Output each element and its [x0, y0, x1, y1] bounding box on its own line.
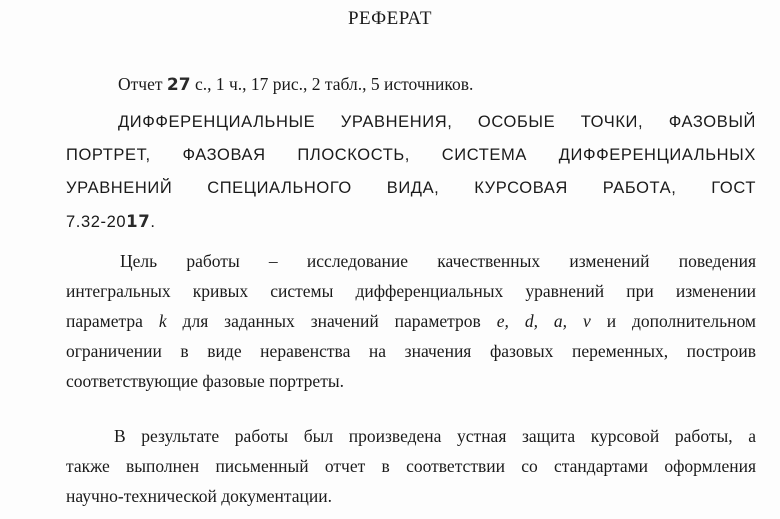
- goal-line: Цель работы – исследование качественных изменений поведения: [120, 251, 756, 271]
- keywords-line: ДИФФЕРЕНЦИАЛЬНЫЕ УРАВНЕНИЯ, ОСОБЫЕ ТОЧКИ, ФАЗОВЫЙ: [118, 113, 756, 131]
- goal-paragraph: [66, 246, 756, 396]
- goal-line: интегральных кривых системы дифференциальных уравнений при изменении: [66, 281, 756, 301]
- report-meta: [118, 74, 473, 95]
- result-line: также выполнен письменный отчет в соответствии со стандартами оформления: [66, 456, 756, 476]
- result-line: научно-технической документации.: [66, 486, 333, 506]
- parameter-k: k: [158, 311, 167, 331]
- goal-text: параметра: [66, 311, 159, 331]
- keywords-line: [66, 205, 756, 239]
- goal-line: ограничении в виде неравенства на значения фазовых переменных, построив: [66, 341, 756, 361]
- handwritten-gost-year: 17: [126, 212, 151, 231]
- goal-line: [66, 306, 756, 336]
- keywords-line: УРАВНЕНИЙ СПЕЦИАЛЬНОГО ВИДА, КУРСОВАЯ РАБОТА, ГОСТ: [66, 179, 756, 197]
- report-meta-prefix: Отчет: [118, 74, 167, 94]
- result-paragraph: [66, 421, 756, 511]
- keywords-paragraph: [66, 106, 756, 239]
- gost-number-prefix: 7.32-20: [66, 213, 127, 231]
- result-line: В результате работы был произведена устная защита курсовой работы, а: [114, 426, 756, 446]
- goal-text: для заданных значений параметров: [166, 311, 497, 331]
- goal-text: и дополнительном: [590, 311, 756, 331]
- keywords-line: ПОРТРЕТ, ФАЗОВАЯ ПЛОСКОСТЬ, СИСТЕМА ДИФФЕРЕНЦИАЛЬНЫХ: [66, 146, 756, 164]
- parameter-list: e, d, a, v: [496, 311, 591, 331]
- goal-line: соответствующие фазовые портреты.: [66, 371, 344, 391]
- page-title: РЕФЕРАТ: [347, 8, 433, 29]
- report-meta-suffix: с., 1 ч., 17 рис., 2 табл., 5 источников.: [190, 74, 474, 94]
- handwritten-page-count: 27: [166, 75, 191, 95]
- gost-number-suffix: .: [150, 213, 156, 231]
